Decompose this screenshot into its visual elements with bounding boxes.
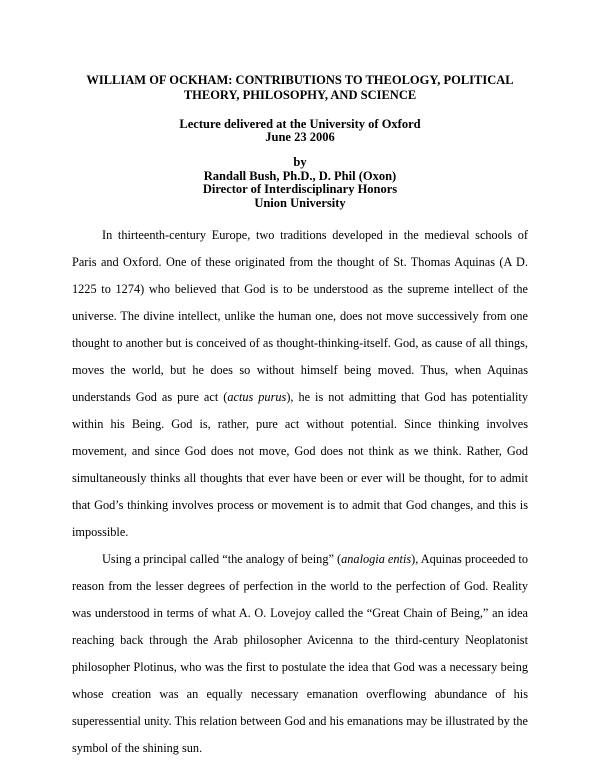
- lecture-venue: Lecture delivered at the University of Oxford: [179, 117, 421, 131]
- body-text: [72, 222, 528, 762]
- author-institution: Union University: [254, 195, 346, 210]
- title-line-2: THEORY, PHILOSOPHY, AND SCIENCE: [183, 88, 417, 102]
- paragraph-2-text-a: Using a principal called “the analogy of being” (: [102, 552, 342, 566]
- by-label: by: [293, 155, 307, 169]
- paragraph-2: [72, 546, 528, 762]
- paragraph-1-italic: actus purus: [227, 390, 287, 404]
- lecture-subtitle: [80, 118, 520, 144]
- byline: [80, 156, 520, 210]
- lecture-date: June 23 2006: [265, 130, 335, 144]
- document-title: [80, 73, 520, 103]
- paragraph-1-text-b: ), he is not admitting that God has potentiality within his Being. God is, rather, pure act without potential. Since thinking involves movement, and since God does not move, God does not think as we think. Rather, God simultaneously thinks all thoughts that ever have been or ever will be thought, for to admit that God’s thinking involves process or movement is to admit that God changes, and this is impossible.: [72, 390, 528, 539]
- title-line-1: WILLIAM OF OCKHAM: CONTRIBUTIONS TO THEOLOGY, POLITICAL: [86, 73, 514, 87]
- paragraph-1: [72, 222, 528, 546]
- author-name: Randall Bush, Ph.D., D. Phil (Oxon): [203, 168, 397, 183]
- author-role: Director of Interdisciplinary Honors: [202, 182, 398, 196]
- paragraph-2-italic: analogia entis: [341, 552, 412, 566]
- paragraph-2-text-b: ), Aquinas proceeded to reason from the lesser degrees of perfection in the world to the perfection of God. Reality was understood in terms of what A. O. Lovejoy called the “Great Chain of Being,” an idea reaching back through the Arab philosopher Avicenna to the third-century Neoplatonist philosopher Plotinus, who was the first to postulate the idea that God was a necessary being whose creation was an equally necessary emanation overflowing abundance of his superessential unity. This relation between God and his emanations may be illustrated by the symbol of the shining sun.: [72, 552, 528, 755]
- paragraph-1-text-a: In thirteenth-century Europe, two traditions developed in the medieval schools of Paris and Oxford. One of these originated from the thought of St. Thomas Aquinas (A D. 1225 to 1274) who believed that God is to be understood as the supreme intellect of the universe. The divine intellect, unlike the human one, does not move successively from one thought to another but is conceived of as thought-thinking-itself. God, as cause of all things, moves the world, but he does so without himself being moved. Thus, when Aquinas understands God as pure act (: [72, 228, 528, 404]
